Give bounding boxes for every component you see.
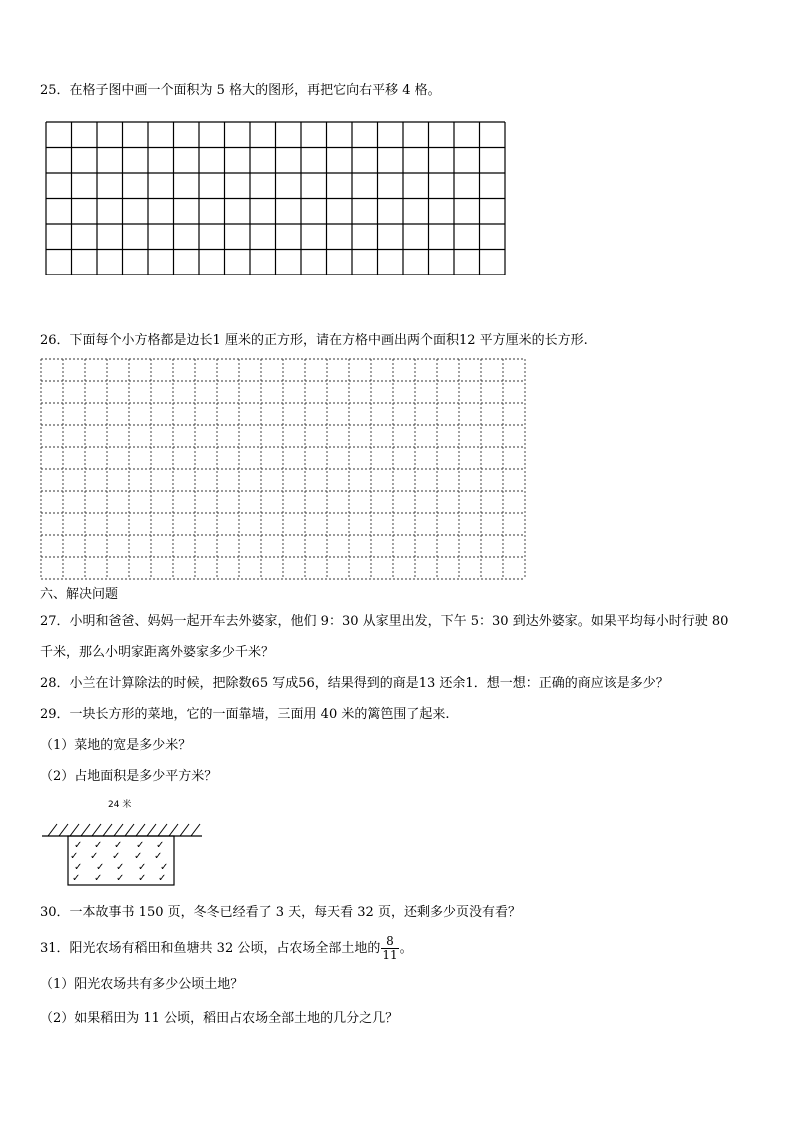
hatch-line [125,824,134,836]
check-mark: ✓ [134,851,143,862]
fraction [381,935,398,962]
check-mark: ✓ [160,862,169,873]
vegetable-marks [70,840,168,884]
check-mark: ✓ [70,851,79,862]
check-mark: ✓ [116,873,125,884]
hatch-line [191,824,200,836]
question-31 [40,934,413,964]
check-mark: ✓ [136,840,145,851]
grid-25[interactable] [45,121,507,275]
question-26: 26．下面每个小方格都是边长1 厘米的正方形，请在方格中画出两个面积12 平方厘米的长方形. [40,333,588,348]
question-29: 29．一块长方形的菜地，它的一面靠墙，三面用 40 米的篱笆围了起来. [40,707,450,722]
check-mark: ✓ [74,862,83,873]
question-25: 25．在格子图中画一个面积为 5 格大的图形，再把它向右平移 4 格。 [40,83,441,98]
hatch-line [70,824,79,836]
hatch-line [158,824,167,836]
check-mark: ✓ [96,862,105,873]
question-27-line1: 27．小明和爸爸、妈妈一起开车去外婆家，他们 9：30 从家里出发，下午 5：30 到达外婆家。如果平均每小时行驶 80 [40,614,729,629]
question-27-line2: 千米，那么小明家距离外婆家多少千米？ [40,645,275,660]
question-31-sub2: （2）如果稻田为 11 公顷，稻田占农场全部土地的几分之几？ [40,1011,399,1026]
section-title: 六、解决问题 [40,587,119,602]
question-31-text: 31．阳光农场有稻田和鱼塘共 32 公顷，占农场全部土地的 [40,941,381,956]
hatch-line [169,824,178,836]
check-mark: ✓ [112,851,121,862]
check-mark: ✓ [74,840,83,851]
hatch-line [136,824,145,836]
check-mark: ✓ [90,851,99,862]
hatch-line [81,824,90,836]
check-mark: ✓ [154,851,163,862]
hatch-line [59,824,68,836]
check-mark: ✓ [94,873,103,884]
fraction-numerator: 8 [381,935,398,949]
check-mark: ✓ [158,873,167,884]
check-mark: ✓ [138,873,147,884]
hatch-line [103,824,112,836]
dotted-grid-26[interactable] [40,358,528,582]
check-mark: ✓ [116,862,125,873]
question-31-end: 。 [399,941,413,956]
hatch-line [147,824,156,836]
hatch-line [114,824,123,836]
hatch-line [180,824,189,836]
hatch-line [48,824,57,836]
question-31-sub1: （1）阳光农场共有多少公顷土地？ [40,977,244,992]
check-mark: ✓ [138,862,147,873]
check-mark: ✓ [72,873,81,884]
wall-hatching [48,824,200,836]
check-mark: ✓ [114,840,123,851]
check-mark: ✓ [156,840,165,851]
question-30: 30．一本故事书 150 页，冬冬已经看了 3 天，每天看 32 页，还剩多少页没有看？ [40,905,521,920]
check-mark: ✓ [94,840,103,851]
question-28: 28．小兰在计算除法的时候，把除数65 写成56，结果得到的商是13 还余1．想一想：正确的商应该是多少？ [40,676,669,691]
question-29-sub1: （1）菜地的宽是多少米？ [40,738,192,753]
question-29-sub2: （2）占地面积是多少平方米？ [40,769,218,784]
figure-length-label: 24 米 [108,800,132,810]
garden-figure [40,798,210,890]
hatch-line [92,824,101,836]
fraction-denominator: 11 [382,948,398,962]
